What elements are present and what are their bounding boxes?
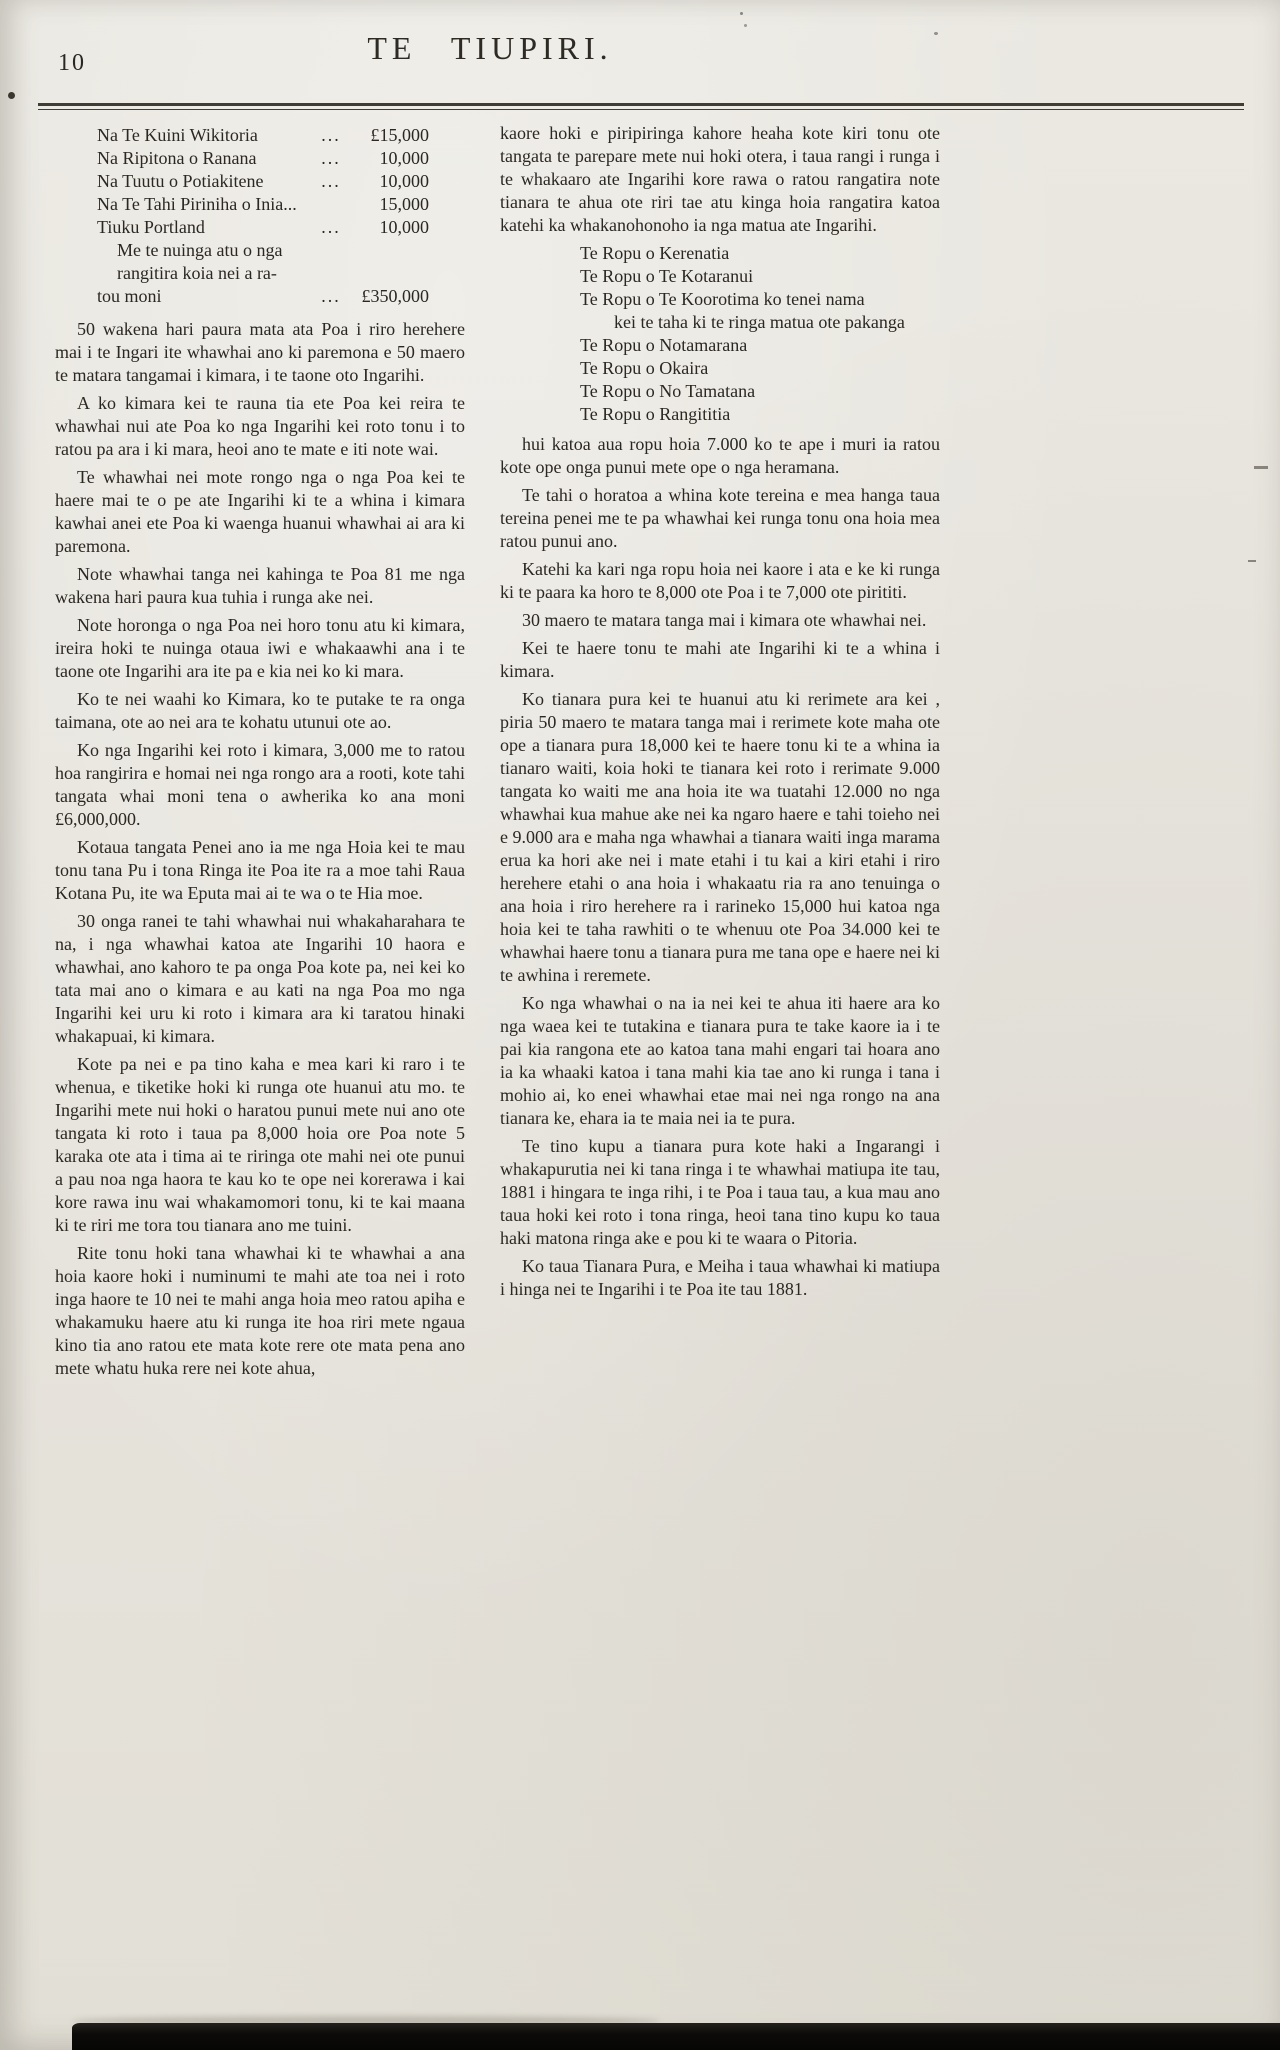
table-row (97, 170, 429, 193)
paragraph: Ko nga whawhai o na ia nei kei te ahua iti haere ara ko nga waea kei te tutakina e tianara pura te take kaore ia i te pai kia rangona ete ao katoa tana mahi engari tai hoara ano ia ka whaaki katoa i tana mahi kia tae ano ki runga i tana i mohio ai, ko enei whawhai etae mai nei nga rongo na ana tianara ke, ehara ia te maia nei ia te pura. (500, 993, 940, 1128)
paragraph: A ko kimara kei te rauna tia ete Poa kei reira te whawhai nui ate Poa ko nga Ingarihi kei roto tonu i to ratou pa ara i ki mara, heoi ano te mate e iti note wai. (55, 393, 465, 459)
scan-edge-bar (72, 2023, 1280, 2050)
header-rule (38, 103, 1244, 110)
right-column (500, 122, 940, 1385)
list-item: kei te taha ki te ringa matua ote pakanga (614, 312, 905, 332)
paragraph: Ko taua Tianara Pura, e Meiha i taua whawhai ki matiupa i hinga nei te Ingarihi i te Poa ite tau 1881. (500, 1256, 940, 1299)
paragraph: kaore hoki e piripiringa kahore heaha kote kiri tonu ote tangata te parepare mete nui hoki otera, i taua rangi i runga i te whakaaro ate Ingarihi kore rawa o ratou rangatira note tianara te ahua ote riri tae atu kinga hoia rangatira katoa katehi ka whakanohonoho ia nga matua ate Ingarihi. (500, 123, 940, 235)
paragraph: Kotaua tangata Penei ano ia me nga Hoia kei te mau tonu tana Pu i tona Ringa ite Poa ite ra a moe tahi Raua Kotana Pu, ite wa Eputa mai ai te wa o te Hia moe. (55, 837, 465, 903)
ropu-list (580, 242, 940, 426)
left-column (55, 122, 465, 1385)
paragraph: 30 maero te matara tanga mai i kimara ote whawhai nei. (522, 610, 927, 630)
contributor-name: Tiuku Portland (97, 217, 205, 237)
table-row (97, 147, 429, 170)
ink-speck (1248, 560, 1256, 562)
body-columns (55, 122, 940, 1385)
paragraph: Kote pa nei e pa tino kaha e mea kari ki raro i te whenua, e tiketike hoki ki runga ote huanui atu mo. te Ingarihi mete nui hoki o haratou punui mete nui ano ote tangata ki roto i taua pa 8,000 hoia ore Poa note 5 karaka ote ata i tima ai te riringa ote mahi nei ote punui a pau noa nga haora te kau ko te ope nei korerawa i kai kore rawa inu wai whakamomori tonu, ki te kai maana ki te riri me tora tou tianara ano me tuini. (55, 1054, 465, 1235)
list-item: Te Ropu o Notamarana (580, 335, 748, 355)
table-total-row (97, 285, 429, 308)
ink-speck (740, 12, 743, 15)
ink-speck (744, 24, 747, 27)
table-row (97, 193, 429, 216)
contributions-table (97, 124, 429, 308)
list-item: Te Ropu o No Tamatana (580, 381, 756, 401)
paragraph: Te tahi o horatoa a whina kote tereina e mea hanga taua tereina penei me te pa whawhai kei runga tonu ona hoia mea ratou punui ano. (500, 485, 940, 551)
paragraph: Note horonga o nga Poa nei horo tonu atu ki kimara, ireira hoki te nuinga otaua iwi e whakaawhi ana i te taone ote Ingarihi ara ite pa e kia nei ko ki mara. (55, 615, 465, 681)
paragraph: Note whawhai tanga nei kahinga te Poa 81 me nga wakena hari paura kua tuhia i runga ake nei. (55, 564, 465, 607)
summary-line: tou moni (97, 286, 162, 306)
contributor-name: Na Tuutu o Potiakitene (97, 171, 264, 191)
paragraph: Te tino kupu a tianara pura kote haki a Ingarangi i whakapurutia nei ki tana ringa i te whawhai matiupa ite tau, 1881 i hingara te inga rihi, i te Poa i taua tau, a kua mau ano taua hoki kei roto i tona ringa, heoi tana tino kupu ko taua haki matona ringa ake e pou ki te waara o Pitoria. (500, 1136, 940, 1248)
paragraph: Ko te nei waahi ko Kimara, ko te putake te ra onga taimana, ote ao nei ara te kohatu utunui ote ao. (55, 689, 465, 732)
amount-value: 10,000 (379, 217, 429, 237)
dot-leader: ... (321, 286, 341, 306)
paragraph: Rite tonu hoki tana whawhai ki te whawhai a ana hoia kaore hoki i numinumi te mahi ate toa nei i roto inga haore te 10 nei te mahi anga hoia meo ratou apiha e whakamuku haere atu ki runga ite hoa riri mete ngaua kino tia ano ratou ete mata kote rere ote mata pena ano mete whatu huka rere nei kote ahua, (55, 1243, 465, 1378)
page-header (0, 0, 1280, 104)
dot-leader: ... (321, 148, 341, 168)
amount-value: £350,000 (361, 286, 429, 306)
paragraph: Kei te haere tonu te mahi ate Ingarihi ki te a whina i kimara. (500, 638, 940, 681)
contributor-name: Na Te Tahi Piriniha o Inia... (97, 194, 297, 214)
paragraph: Katehi ka kari nga ropu hoia nei kaore i ata e ke ki runga ki te paara ka horo te 8,000 ote Poa i te 7,000 ote pirititi. (500, 559, 940, 602)
paragraph: Ko tianara pura kei te huanui atu ki rerimete ara kei , piria 50 maero te matara tanga mai i rerimete kote maha ote ope a tianara pura 18,000 kei te haere tonu ki te a whina ia tianaro waiti, koia hoki te tianara kei roto i rerimate 9.000 tangata ko waiti me ana hoia ite wa tuatahi 12.000 no nga whawhai kua mahue ake nei ka ngaro haere e tahi toieho nei e 9.000 ara e maha nga whawhai a tianara waiti inga marama erua ka hori ake nei i mate etahi i tu kai a kiri etahi i riro herehere etahi o ana hoia i whakaatu ria ra ano tenuinga o ana hoia i riro herehere ra i rarineko 15,000 hui katoa nga hoia kei te taha rawhiti o te whenuu ote Poa 34.000 kei te whawhai haere tonu a tianara pura me tana ope e haere nei ki te awhina i reremete. (500, 689, 940, 985)
amount-value: 10,000 (379, 148, 429, 168)
paragraph: Te whawhai nei mote rongo nga o nga Poa kei te haere mai te o pe ate Ingarihi ki te a whina i kimara kawhai anei ete Poa ki waenga huanui whawhai ai ara ki paremona. (55, 467, 465, 556)
list-item: Te Ropu o Te Kotaranui (580, 266, 754, 286)
ink-speck (1254, 466, 1268, 469)
list-item: Te Ropu o Te Koorotima ko tenei nama (580, 289, 865, 309)
paragraph: 30 onga ranei te tahi whawhai nui whakaharahara te na, i nga whawhai katoa ate Ingarihi 10 haora e whawhai, ano kahoro te pa onga Poa kote pa, nei kei ko tata mai ano o kimara e au kati na nga Poa mo nga Ingarihi kei uru ki roto i kimara ara ki taratou hinaki whakapuai, ki kimara. (55, 911, 465, 1046)
dot-leader: ... (321, 171, 341, 191)
summary-line: Me te nuinga atu o nga (117, 240, 283, 260)
dot-leader: ... (321, 217, 341, 237)
table-row (97, 124, 429, 147)
list-item: Te Ropu o Kerenatia (580, 243, 730, 263)
list-item: Te Ropu o Rangititia (580, 404, 731, 424)
dot-leader: ... (321, 125, 341, 145)
contributor-name: Na Te Kuini Wikitoria (97, 125, 258, 145)
ink-speck (934, 32, 938, 35)
paragraph: hui katoa aua ropu hoia 7.000 ko te ape i muri ia ratou kote ope onga punui mete ope o nga heramana. (500, 434, 940, 477)
list-item: Te Ropu o Okaira (580, 358, 709, 378)
amount-value: 10,000 (379, 171, 429, 191)
paragraph: Ko nga Ingarihi kei roto i kimara, 3,000 me to ratou hoa rangirira e homai nei nga rongo ara a rooti, kote tahi tangata whai moni tena o awherika ko ana moni £6,000,000. (55, 740, 465, 829)
masthead-title: TE TIUPIRI. (367, 30, 613, 66)
amount-value: 15,000 (379, 194, 429, 214)
ink-speck (8, 92, 15, 99)
table-summary (97, 239, 429, 308)
contributor-name: Na Ripitona o Ranana (97, 148, 257, 168)
dot-leader (313, 193, 349, 216)
paragraph: 50 wakena hari paura mata ata Poa i riro herehere mai i te Ingari ite whawhai ano ki paremona e 50 maero te matara tangamai i kimara, i te taone oto Ingarihi. (55, 319, 465, 385)
page-number: 10 (58, 50, 86, 76)
summary-line: rangitira koia nei a ra- (117, 263, 277, 283)
table-row (97, 216, 429, 239)
amount-value: £15,000 (370, 125, 429, 145)
